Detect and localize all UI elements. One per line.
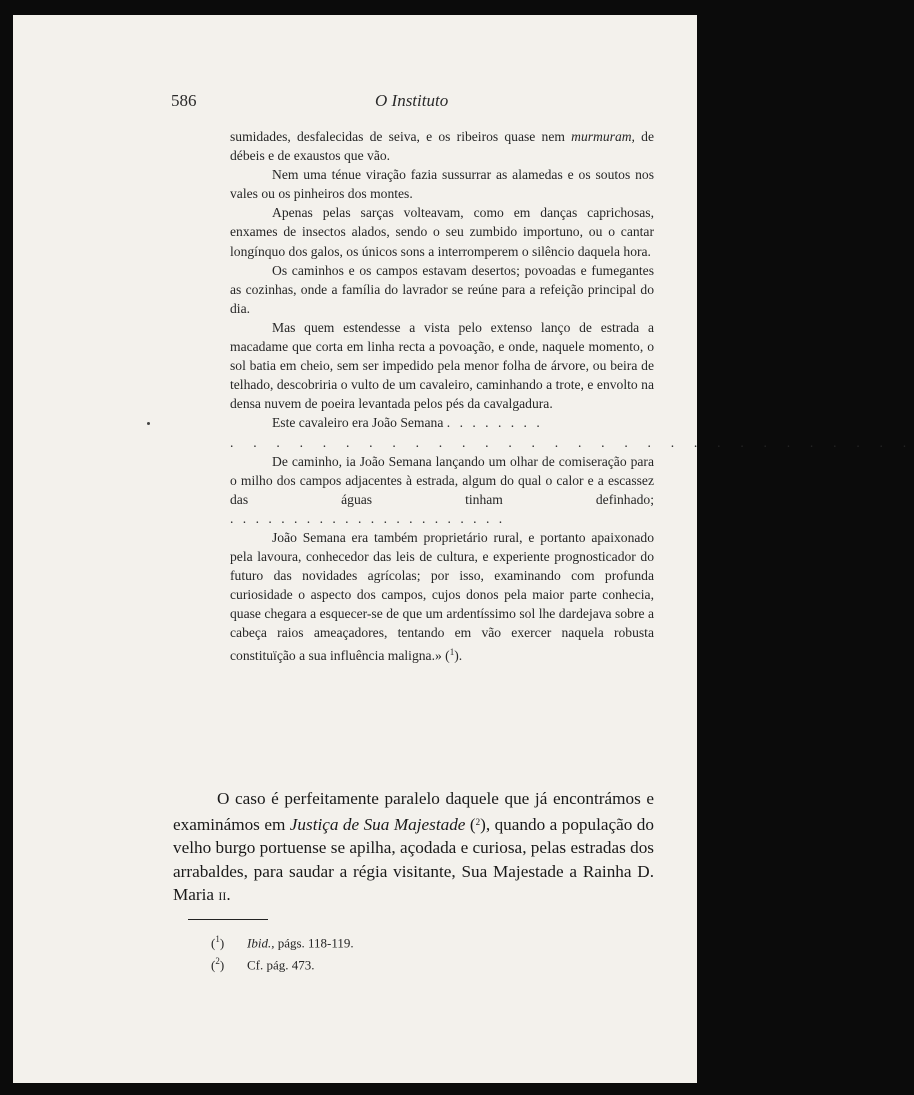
ink-speck [147, 422, 150, 425]
main-text [173, 787, 654, 907]
ellipsis-dots: . . . . . . . . [446, 415, 543, 431]
block-quote [230, 127, 914, 665]
quote-paragraph-2: Nem uma ténue viração fazia sussurrar as alamedas e os soutos nos vales ou os pinheiros dos montes. [230, 167, 654, 202]
quote-paragraph-6: Este cavaleiro era João Semana . . . . . . . . [272, 415, 543, 431]
book-page [13, 15, 914, 1083]
running-title: O Instituto [375, 91, 449, 110]
quote-paragraph-8: João Semana era também proprietário rural, e portanto apaixonado pela lavoura, conhecedor das leis de cultura, e experiente prognosticador do futuro das novidades agrícolas; por isso, examinando com profunda curiosidade o aspecto dos campos, cujos donos pela maior parte conhecia, quase chegara a esquecer-se de que um ardentíssimo sol lhe dardejava sobre a cabeça raios ameaçadores, tentando em vão exercer naquela robusta constituïção a sua influência maligna.» ($^1$). [230, 529, 654, 663]
main-paragraph: O caso é perfeitamente paralelo daquele que já encontrámos e examinámos em Justiça de Sua Majestade ($^2$), quando a população do velho burgo portuense se apilha, açodada e curiosa, pelas estradas dos arrabaldes, para saudar a régia visitante, Sua Majestade a Rainha D. Maria ii. [173, 789, 654, 905]
footnote-2: ($^2$) Cf. pág. 473. [211, 956, 315, 973]
footnote-ref-1: 1 [449, 646, 455, 657]
ellipsis-dots: . . . . . . . . . . . . . . . . . . . . . . [230, 510, 506, 526]
footnotes [211, 930, 354, 975]
quote-paragraph-3: Apenas pelas sarças volteavam, como em danças caprichosas, enxames de insectos alados, sendo o seu zumbido importuno, ou o cantar longínquo dos galos, os únicos sons a interromperem o silêncio daquela hora. [230, 205, 654, 259]
page-number: 586 [171, 91, 197, 110]
quote-paragraph-5: Mas quem estendesse a vista pelo extenso lanço de estrada a macadame que corta em linha recta a povoação, e onde, naquele momento, o sol batia em cheio, sem ser impedido pela menor folha de árvore, ou beira de telhado, descobriria o vulto de um cavaleiro, caminhando a trote, e envolto na densa nuvem de poeira levantada pelos pés da cavalgadura. [230, 319, 654, 412]
quote-paragraph-1: sumidades, desfalecidas de seiva, e os ribeiros quase nem murmuram, de débeis e de exaustos que vão. [230, 129, 654, 164]
quote-paragraph-4: Os caminhos e os campos estavam desertos; povoadas e fumegantes as cozinhas, onde a família do lavrador se reúne para a refeição principal do dia. [230, 262, 654, 316]
quote-paragraph-7: De caminho, ia João Semana lançando um olhar de comiseração para o milho dos campos adjacentes à estrada, algum do qual o calor e a escassez das águas tinham definhado; . . . . . . . . . . . . . . . . . . . . . . [230, 453, 654, 526]
footnote-ref-2: 2 [475, 816, 481, 827]
ellipsis-dot-row: . . . . . . . . . . . . . . . . . . . . . . . . . . . . . . [230, 434, 914, 450]
footnote-rule [188, 919, 268, 920]
footnote-1: ($^1$) Ibid., págs. 118-119. [211, 934, 354, 951]
